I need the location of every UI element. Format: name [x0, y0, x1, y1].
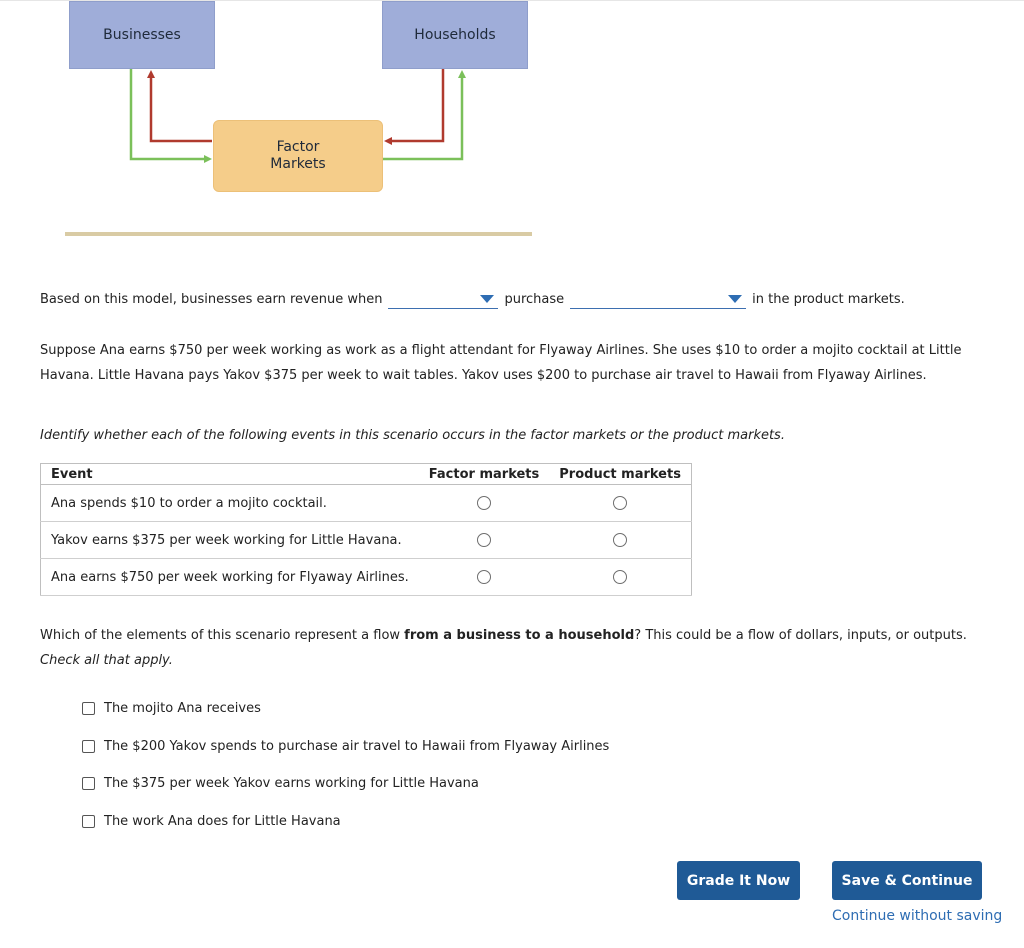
event-cell: Ana earns $750 per week working for Flyaway Airlines.	[41, 559, 419, 596]
event-cell: Yakov earns $375 per week working for Little Havana.	[41, 522, 419, 559]
table-header-row	[41, 464, 692, 485]
table-row	[41, 559, 692, 596]
factor-markets-radio[interactable]	[477, 496, 491, 510]
grade-it-now-button[interactable]: Grade It Now	[677, 861, 800, 900]
dropdown-caret-icon	[480, 295, 494, 303]
checkbox-label: The mojito Ana receives	[104, 701, 261, 717]
product-markets-radio[interactable]	[613, 570, 627, 584]
table-row	[41, 522, 692, 559]
checkbox[interactable]	[82, 815, 95, 828]
green-arrow-factor-to-households	[383, 74, 462, 159]
question-1	[40, 289, 905, 309]
checkbox-list	[82, 690, 609, 840]
question-3	[40, 623, 1000, 673]
businesses-label: Businesses	[103, 26, 181, 43]
question-2-instruction: Identify whether each of the following events in this scenario occurs in the factor markets or the product markets.	[40, 428, 785, 443]
question-3-text-after: ? This could be a flow of dollars, inputs, or outputs.	[634, 628, 967, 643]
diagram-baseline	[65, 232, 532, 236]
scenario-paragraph: Suppose Ana earns $750 per week working as work as a flight attendant for Flyaway Airlines. She uses $10 to order a mojito cocktail at Little Havana. Little Havana pays Yakov $375 per week to wait tables. Yakov uses $200 to purchase air travel to Hawaii from Flyaway Airlines.	[40, 343, 962, 383]
question-3-text: Which of the elements of this scenario represent a flow	[40, 628, 405, 643]
checkbox-label: The work Ana does for Little Havana	[104, 813, 341, 829]
event-column-header: Event	[41, 464, 419, 485]
factor-markets-box	[213, 120, 383, 192]
checkbox-label: The $200 Yakov spends to purchase air travel to Hawaii from Flyaway Airlines	[104, 738, 610, 754]
red-arrow-households-to-factor	[388, 69, 443, 141]
checkbox[interactable]	[82, 777, 95, 790]
checkbox-option[interactable]	[82, 728, 609, 766]
factor-markets-label: Factor Markets	[270, 139, 326, 172]
red-arrow-factor-to-businesses	[151, 74, 212, 141]
factor-markets-column-header: Factor markets	[419, 464, 549, 485]
checkbox-label: The $375 per week Yakov earns working for Little Havana	[104, 776, 479, 792]
question-1-middle: purchase	[504, 291, 565, 307]
what-dropdown-2[interactable]	[570, 290, 746, 309]
continue-without-saving-link[interactable]: Continue without saving	[832, 908, 1003, 924]
checkbox-option[interactable]	[82, 803, 609, 841]
product-markets-radio[interactable]	[613, 496, 627, 510]
dropdown-caret-icon	[728, 295, 742, 303]
events-table	[40, 463, 692, 596]
who-dropdown-1[interactable]	[388, 290, 498, 309]
question-3-instruction: Check all that apply.	[40, 653, 173, 668]
checkbox[interactable]	[82, 702, 95, 715]
product-markets-radio[interactable]	[613, 533, 627, 547]
households-label: Households	[414, 26, 496, 43]
question-3-emphasis: from a business to a household	[404, 628, 635, 643]
product-markets-column-header: Product markets	[549, 464, 691, 485]
save-and-continue-button[interactable]: Save & Continue	[832, 861, 982, 900]
businesses-box	[69, 1, 215, 69]
green-arrow-businesses-to-factor	[131, 69, 208, 159]
households-box	[382, 1, 528, 69]
checkbox[interactable]	[82, 740, 95, 753]
table-row	[41, 485, 692, 522]
event-cell: Ana spends $10 to order a mojito cocktail.	[41, 485, 419, 522]
question-1-prefix: Based on this model, businesses earn revenue when	[40, 291, 383, 307]
checkbox-option[interactable]	[82, 765, 609, 803]
factor-markets-radio[interactable]	[477, 570, 491, 584]
question-1-suffix: in the product markets.	[752, 291, 905, 307]
checkbox-option[interactable]	[82, 690, 609, 728]
factor-markets-radio[interactable]	[477, 533, 491, 547]
